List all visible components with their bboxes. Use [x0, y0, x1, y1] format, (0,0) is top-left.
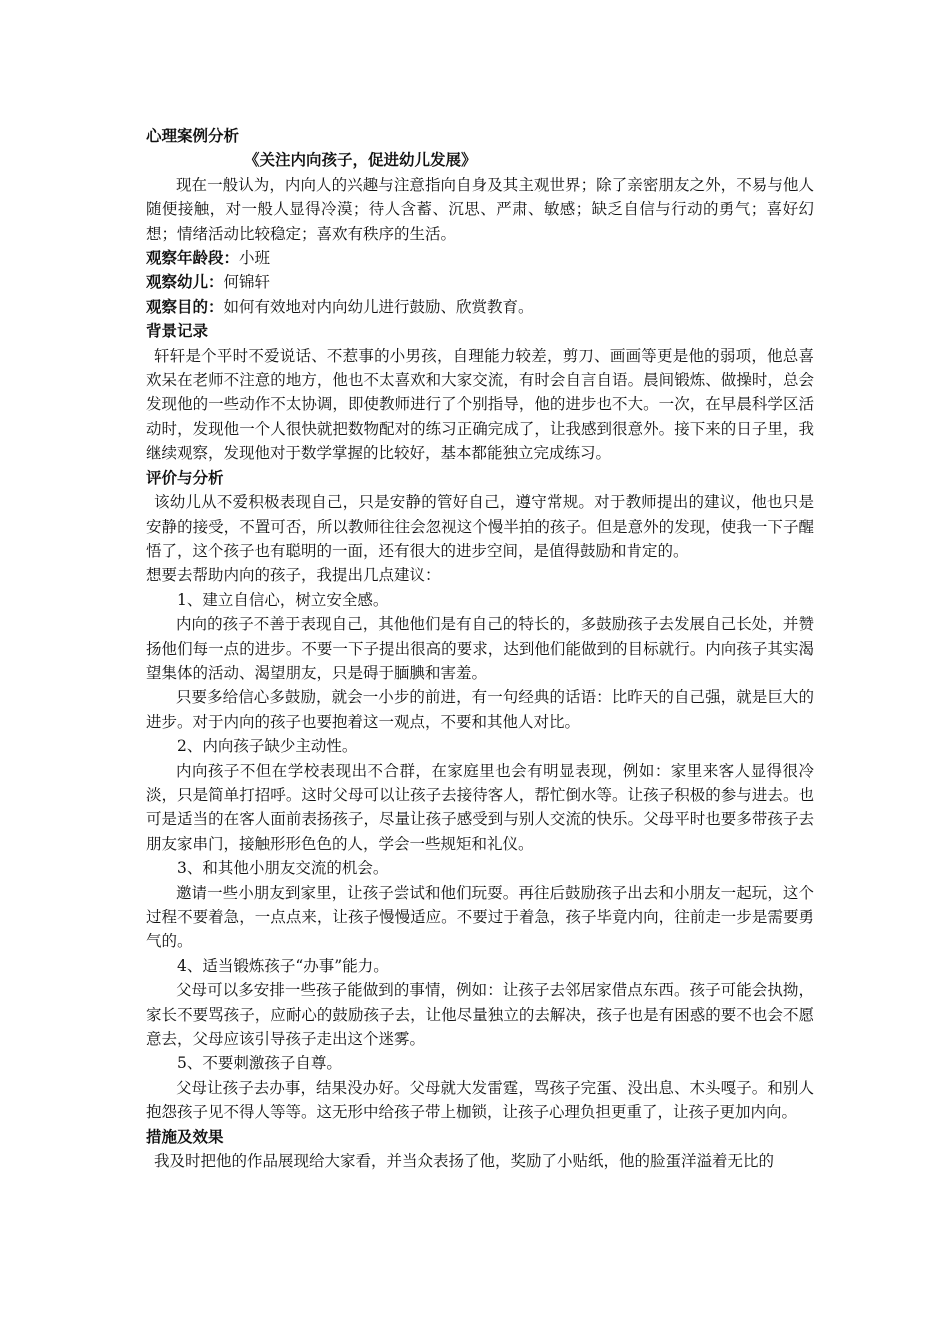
suggestion-4-paragraph: 父母可以多安排一些孩子能做到的事情，例如：让孩子去邻居家借点东西。孩子可能会执拗，家长不要骂孩子，应耐心的鼓励孩子去，让他尽量独立的去解决，孩子也是有困惑的要不也会不愿意去，父母应该引导孩子走出这个迷雾。: [146, 981, 814, 1049]
child-label: 观察幼儿：: [146, 272, 224, 292]
suggestion-2-title: 2、内向孩子缺少主动性。: [177, 737, 358, 756]
suggestion-1-paragraph-1: 内向的孩子不善于表现自己，其他他们是有自己的特长的，多鼓励孩子去发展自己长处，并赞扬他们每一点的进步。不要一下子提出很高的要求，达到他们能做到的目标就行。内向孩子其实渴望集体的活动、渴望朋友，只是碍于腼腆和害羞。: [146, 615, 814, 682]
background-heading: 背景记录: [146, 321, 209, 341]
age-value: 小班: [239, 249, 271, 268]
purpose-value: 如何有效地对内向幼儿进行鼓励、欣赏教育。: [223, 297, 534, 316]
observation-child: [146, 270, 814, 294]
suggestion-5-paragraph: 父母让孩子去办事，结果没办好。父母就大发雷霆，骂孩子完蛋、没出息、木头嘎子。和别人抱怨孩子见不得人等等。这无形中给孩子带上枷锁，让孩子心理负担更重了，让孩子更加内向。: [146, 1078, 814, 1122]
observation-age: [146, 246, 814, 270]
suggestion-5-title: 5、不要刺激孩子自尊。: [177, 1054, 342, 1073]
document-page: [146, 124, 814, 1173]
suggestion-intro: 想要去帮助内向的孩子，我提出几点建议：: [146, 566, 441, 585]
observation-purpose: [146, 295, 814, 319]
suggestion-2-paragraph: 内向孩子不但在学校表现出不合群，在家庭里也会有明显表现，例如：家里来客人显得很冷淡，只是简单打招呼。这时父母可以让孩子去接待客人，帮忙倒水等。让孩子积极的参与进去。也可是适当的在客人面前表扬孩子，尽量让孩子感受到与别人交流的快乐。父母平时也要多带孩子去朋友家串门，接触形形色色的人，学会一些规矩和礼仪。: [146, 761, 814, 853]
purpose-label: 观察目的：: [146, 296, 224, 316]
suggestion-1-paragraph-2: 只要多给信心多鼓励，就会一小步的前进，有一句经典的话语：比昨天的自己强，就是巨大的进步。对于内向的孩子也要抱着这一观点，不要和其他人对比。: [146, 688, 814, 731]
suggestion-3-title: 3、和其他小朋友交流的机会。: [177, 859, 389, 878]
suggestion-3-paragraph: 邀请一些小朋友到家里，让孩子尝试和他们玩耍。再往后鼓励孩子出去和小朋友一起玩，这个过程不要着急，一点点来，让孩子慢慢适应。不要过于着急，孩子毕竟内向，往前走一步是需要勇气的。: [146, 883, 814, 951]
doc-title: 《关注内向孩子，促进幼儿发展》: [244, 150, 477, 170]
child-value: 何锦轩: [223, 273, 271, 292]
evaluation-heading: 评价与分析: [146, 467, 224, 487]
age-label: 观察年龄段：: [146, 248, 240, 268]
suggestion-1-title: 1、建立自信心，树立安全感。: [177, 590, 389, 609]
doc-heading: 心理案例分析: [146, 126, 240, 145]
suggestion-4-title: 4、适当锻炼孩子“办事”能力。: [177, 956, 389, 975]
intro-paragraph: 现在一般认为，内向人的兴趣与注意指向自身及其主观世界；除了亲密朋友之外，不易与他人随便接触，对一般人显得冷漠；待人含蓄、沉思、严肃、敏感；缺乏自信与行动的勇气；喜好幻想；情绪活动比较稳定；喜欢有秩序的生活。: [146, 175, 814, 243]
evaluation-paragraph: 该幼儿从不爱积极表现自己，只是安静的管好自己，遵守常规。对于教师提出的建议，他也只是安静的接受，不置可否，所以教师往往会忽视这个慢半拍的孩子。但是意外的发现，使我一下子醒悟了，这个孩子也有聪明的一面，还有很大的进步空间，是值得鼓励和肯定的。: [146, 493, 814, 560]
measures-heading: 措施及效果: [146, 1126, 224, 1146]
measures-paragraph: 我及时把他的作品展现给大家看，并当众表扬了他，奖励了小贴纸，他的脸蛋洋溢着无比的: [154, 1152, 775, 1171]
background-paragraph: 轩轩是个平时不爱说话、不惹事的小男孩，自理能力较差，剪刀、画画等更是他的弱项，他总喜欢呆在老师不注意的地方，他也不太喜欢和大家交流，有时会自言自语。晨间锻炼、做操时，总会发现他的一些动作不太协调，即使教师进行了个别指导，他的进步也不大。一次，在早晨科学区活动时，发现他一个人很快就把数物配对的练习正确完成了，让我感到很意外。接下来的日子里，我继续观察，发现他对于数学掌握的比较好，基本都能独立完成练习。: [146, 346, 814, 463]
